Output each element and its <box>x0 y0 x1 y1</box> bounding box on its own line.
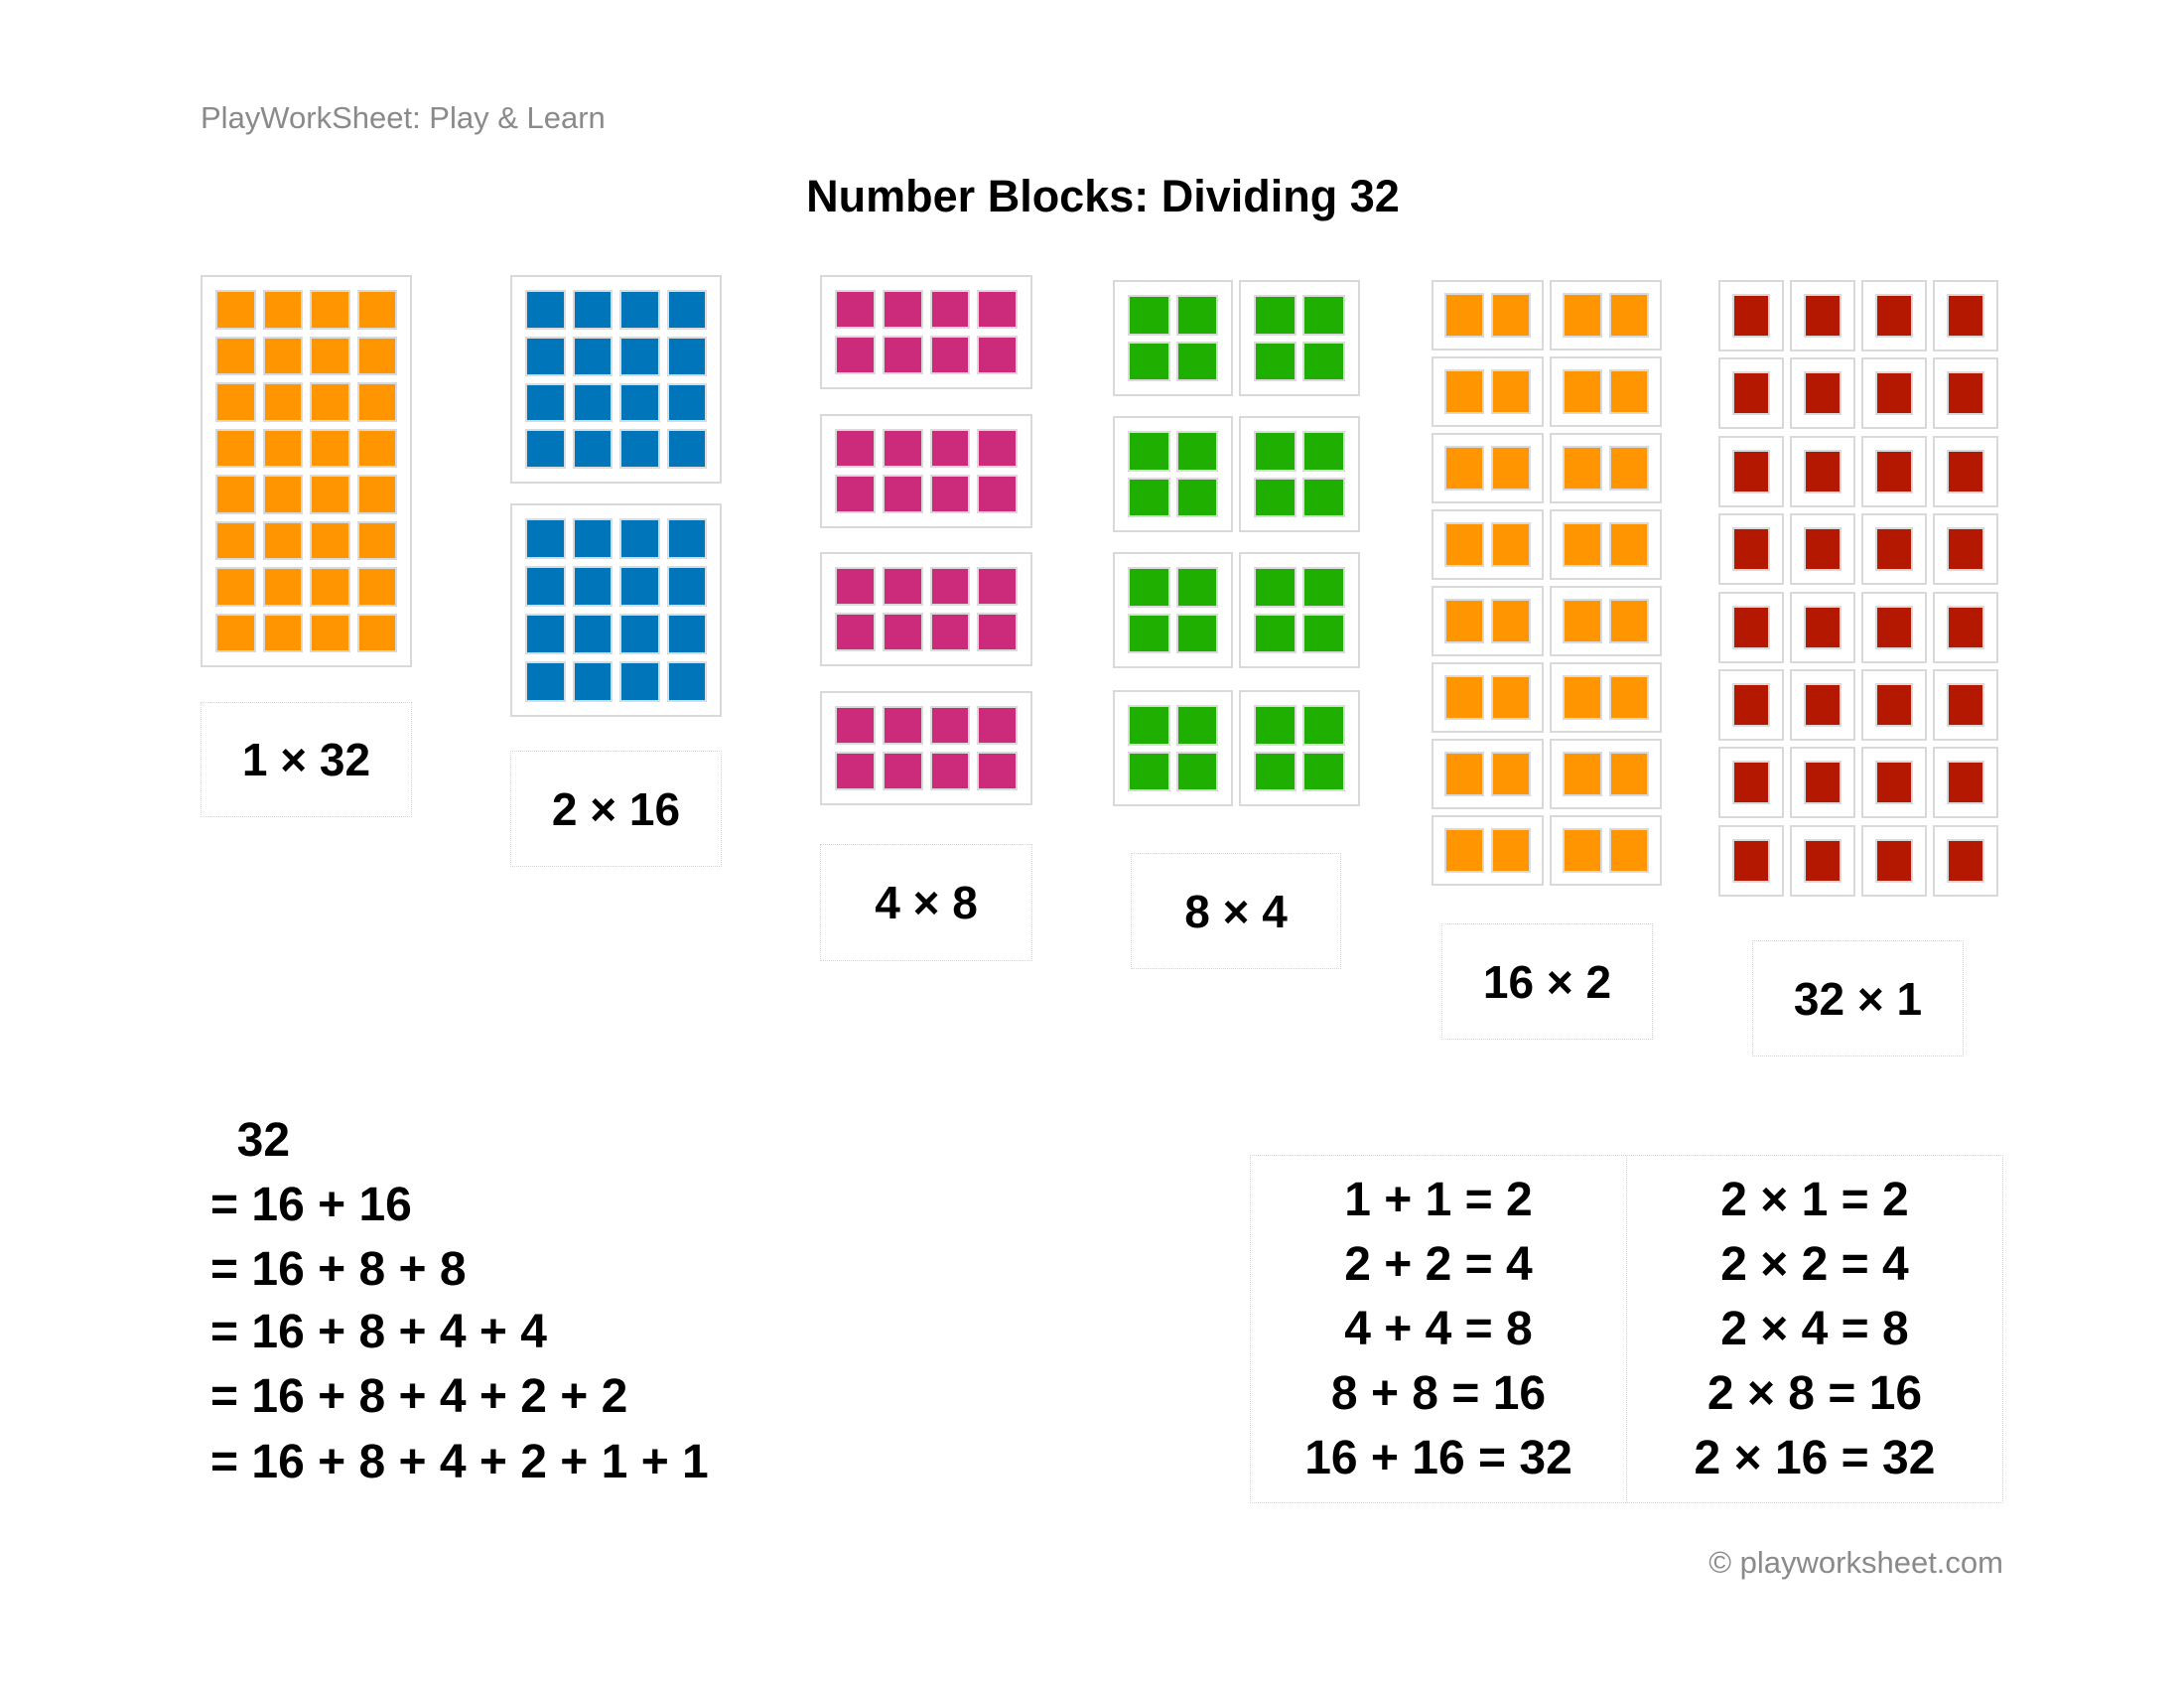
unit-block <box>573 290 614 330</box>
group-card-16x2 <box>1432 356 1544 427</box>
multiplication-fact: 2 × 16 = 32 <box>1694 1432 1936 1484</box>
unit-block <box>1302 295 1345 336</box>
group-card-32x1 <box>1790 436 1855 507</box>
unit-block <box>263 614 304 653</box>
label-1x32: 1 × 32 <box>201 702 412 817</box>
unit-block <box>1875 527 1913 571</box>
unit-block <box>215 475 256 514</box>
unit-block <box>357 382 398 422</box>
unit-block <box>1563 293 1602 338</box>
decomposition-line: 32 <box>210 1114 291 1167</box>
unit-block <box>1609 599 1649 643</box>
unit-block <box>1128 567 1170 608</box>
unit-block <box>1947 606 1984 649</box>
group-card-32x1 <box>1933 513 1998 585</box>
unit-block <box>215 382 256 422</box>
unit-block <box>525 290 566 330</box>
unit-block <box>667 614 708 654</box>
group-card-32x1 <box>1861 592 1927 663</box>
unit-block <box>1176 752 1219 792</box>
unit-block <box>1947 527 1984 571</box>
unit-block <box>1128 342 1170 382</box>
group-card-16x2 <box>1550 739 1662 809</box>
unit-block <box>1254 705 1297 746</box>
group-card-32x1 <box>1861 747 1927 818</box>
unit-block <box>835 290 876 329</box>
unit-block <box>977 752 1018 790</box>
unit-block <box>1254 752 1297 792</box>
group-card-16x2 <box>1432 509 1544 580</box>
unit-block <box>525 566 566 607</box>
unit-block <box>1947 294 1984 338</box>
unit-block <box>573 614 614 654</box>
unit-block <box>1875 606 1913 649</box>
unit-block <box>1875 839 1913 883</box>
unit-block <box>1128 431 1170 472</box>
unit-block <box>1609 522 1649 567</box>
unit-block <box>263 567 304 607</box>
addition-fact: 8 + 8 = 16 <box>1330 1367 1547 1420</box>
group-card-32x1 <box>1861 436 1927 507</box>
unit-block <box>977 706 1018 745</box>
group-card-32x1 <box>1790 592 1855 663</box>
unit-block <box>1804 294 1842 338</box>
group-card-16x2 <box>1550 662 1662 733</box>
unit-block <box>1875 683 1913 727</box>
unit-block <box>667 429 708 469</box>
unit-block <box>263 475 304 514</box>
unit-block <box>977 475 1018 513</box>
unit-block <box>1128 752 1170 792</box>
unit-block <box>667 566 708 607</box>
unit-block <box>1804 527 1842 571</box>
unit-block <box>1947 450 1984 493</box>
group-card-16x2 <box>1550 509 1662 580</box>
unit-block <box>667 290 708 330</box>
unit-block <box>1128 614 1170 654</box>
unit-block <box>1609 369 1649 414</box>
unit-block <box>1254 342 1297 382</box>
decomposition-line: = 16 + 16 <box>210 1179 412 1231</box>
unit-block <box>667 518 708 559</box>
unit-block <box>357 290 398 330</box>
unit-block <box>357 521 398 561</box>
unit-block <box>619 614 660 654</box>
label-8x4: 8 × 4 <box>1131 853 1341 969</box>
unit-block <box>1804 839 1842 883</box>
unit-block <box>1491 446 1531 491</box>
unit-block <box>1563 675 1602 720</box>
group-card-16x2 <box>1550 433 1662 503</box>
group-card-32x1 <box>1718 592 1784 663</box>
unit-block <box>357 567 398 607</box>
addition-fact: 2 + 2 = 4 <box>1344 1238 1533 1291</box>
unit-block <box>1444 752 1484 796</box>
unit-block <box>573 337 614 376</box>
unit-block <box>263 290 304 330</box>
unit-block <box>1302 342 1345 382</box>
multiplication-fact: 2 × 4 = 8 <box>1720 1303 1909 1355</box>
group-card-2x16 <box>510 275 722 484</box>
unit-block <box>835 336 876 374</box>
unit-block <box>1176 614 1219 654</box>
unit-block <box>883 429 923 468</box>
group-card-32x1 <box>1790 513 1855 585</box>
unit-block <box>619 383 660 423</box>
group-card-32x1 <box>1933 280 1998 352</box>
unit-block <box>573 566 614 607</box>
group-card-16x2 <box>1432 433 1544 503</box>
group-card-8x4 <box>1239 416 1360 532</box>
unit-block <box>1609 752 1649 796</box>
unit-block <box>1302 705 1345 746</box>
group-card-2x16 <box>510 503 722 717</box>
decomposition-line: = 16 + 8 + 4 + 2 + 1 + 1 <box>210 1436 709 1488</box>
group-card-32x1 <box>1790 669 1855 741</box>
group-card-16x2 <box>1550 586 1662 656</box>
unit-block <box>930 567 971 606</box>
group-card-4x8 <box>820 414 1032 528</box>
unit-block <box>619 290 660 330</box>
unit-block <box>1875 294 1913 338</box>
unit-block <box>835 475 876 513</box>
label-32x1: 32 × 1 <box>1752 940 1964 1056</box>
unit-block <box>1563 522 1602 567</box>
unit-block <box>1563 369 1602 414</box>
unit-block <box>1804 450 1842 493</box>
addition-fact: 16 + 16 = 32 <box>1304 1432 1572 1484</box>
unit-block <box>1732 761 1770 804</box>
unit-block <box>977 613 1018 651</box>
unit-block <box>1444 522 1484 567</box>
unit-block <box>1444 369 1484 414</box>
unit-block <box>1444 446 1484 491</box>
unit-block <box>883 752 923 790</box>
unit-block <box>1176 478 1219 518</box>
addition-fact: 4 + 4 = 8 <box>1344 1303 1533 1355</box>
unit-block <box>1176 295 1219 336</box>
decomposition-line: = 16 + 8 + 4 + 4 <box>210 1306 547 1358</box>
unit-block <box>1254 431 1297 472</box>
unit-block <box>1804 606 1842 649</box>
unit-block <box>263 521 304 561</box>
group-card-16x2 <box>1432 815 1544 886</box>
group-card-32x1 <box>1718 669 1784 741</box>
unit-block <box>310 521 350 561</box>
unit-block <box>883 567 923 606</box>
unit-block <box>1732 371 1770 415</box>
unit-block <box>619 337 660 376</box>
unit-block <box>1254 567 1297 608</box>
group-card-8x4 <box>1239 280 1360 396</box>
unit-block <box>1302 752 1345 792</box>
unit-block <box>1444 599 1484 643</box>
unit-block <box>215 429 256 469</box>
group-card-32x1 <box>1718 513 1784 585</box>
group-card-32x1 <box>1790 280 1855 352</box>
unit-block <box>525 518 566 559</box>
label-4x8: 4 × 8 <box>820 844 1032 961</box>
group-card-32x1 <box>1933 592 1998 663</box>
group-card-32x1 <box>1933 747 1998 818</box>
unit-block <box>1176 705 1219 746</box>
group-card-16x2 <box>1432 280 1544 351</box>
unit-block <box>667 661 708 702</box>
unit-block <box>310 567 350 607</box>
unit-block <box>1444 293 1484 338</box>
unit-block <box>1563 752 1602 796</box>
unit-block <box>1875 761 1913 804</box>
group-card-1x32 <box>201 275 412 667</box>
group-card-16x2 <box>1550 280 1662 351</box>
unit-block <box>1302 567 1345 608</box>
unit-block <box>1176 342 1219 382</box>
unit-block <box>667 337 708 376</box>
page-title: Number Blocks: Dividing 32 <box>806 171 1400 221</box>
unit-block <box>1491 369 1531 414</box>
unit-block <box>1732 683 1770 727</box>
unit-block <box>1176 567 1219 608</box>
unit-block <box>310 429 350 469</box>
unit-block <box>1609 828 1649 873</box>
unit-block <box>1563 446 1602 491</box>
unit-block <box>930 290 971 329</box>
group-card-32x1 <box>1861 669 1927 741</box>
group-card-8x4 <box>1113 416 1233 532</box>
multiplication-column <box>1626 1156 2002 1502</box>
unit-block <box>1491 675 1531 720</box>
unit-block <box>215 337 256 376</box>
unit-block <box>835 429 876 468</box>
unit-block <box>573 661 614 702</box>
unit-block <box>1176 431 1219 472</box>
unit-block <box>835 752 876 790</box>
group-card-16x2 <box>1432 586 1544 656</box>
unit-block <box>1947 683 1984 727</box>
group-card-8x4 <box>1239 552 1360 668</box>
group-card-4x8 <box>820 552 1032 666</box>
unit-block <box>310 382 350 422</box>
group-card-8x4 <box>1113 280 1233 396</box>
facts-table <box>1250 1155 2003 1503</box>
unit-block <box>1302 431 1345 472</box>
unit-block <box>883 290 923 329</box>
unit-block <box>1128 478 1170 518</box>
label-16x2: 16 × 2 <box>1441 923 1653 1040</box>
unit-block <box>1491 522 1531 567</box>
unit-block <box>1732 527 1770 571</box>
unit-block <box>930 475 971 513</box>
unit-block <box>1563 599 1602 643</box>
group-card-4x8 <box>820 691 1032 805</box>
group-card-32x1 <box>1718 357 1784 429</box>
unit-block <box>1804 371 1842 415</box>
group-card-32x1 <box>1718 280 1784 352</box>
unit-block <box>357 614 398 653</box>
group-card-32x1 <box>1861 825 1927 897</box>
unit-block <box>357 475 398 514</box>
unit-block <box>525 337 566 376</box>
unit-block <box>883 475 923 513</box>
unit-block <box>977 429 1018 468</box>
unit-block <box>1444 675 1484 720</box>
unit-block <box>883 336 923 374</box>
group-card-32x1 <box>1861 513 1927 585</box>
group-card-16x2 <box>1550 815 1662 886</box>
unit-block <box>619 518 660 559</box>
multiplication-fact: 2 × 1 = 2 <box>1720 1174 1909 1226</box>
unit-block <box>1947 761 1984 804</box>
unit-block <box>1254 478 1297 518</box>
unit-block <box>263 337 304 376</box>
group-card-32x1 <box>1861 280 1927 352</box>
copyright-footer: © playworksheet.com <box>1708 1545 2003 1580</box>
unit-block <box>835 706 876 745</box>
group-card-32x1 <box>1933 669 1998 741</box>
unit-block <box>883 706 923 745</box>
unit-block <box>1875 450 1913 493</box>
group-card-32x1 <box>1933 357 1998 429</box>
unit-block <box>930 429 971 468</box>
multiplication-fact: 2 × 2 = 4 <box>1720 1238 1909 1291</box>
label-2x16: 2 × 16 <box>510 751 722 867</box>
group-card-32x1 <box>1718 825 1784 897</box>
unit-block <box>1947 839 1984 883</box>
unit-block <box>1254 614 1297 654</box>
group-card-32x1 <box>1933 825 1998 897</box>
unit-block <box>1609 293 1649 338</box>
unit-block <box>1732 839 1770 883</box>
unit-block <box>215 567 256 607</box>
unit-block <box>573 429 614 469</box>
unit-block <box>573 383 614 423</box>
unit-block <box>310 614 350 653</box>
unit-block <box>263 382 304 422</box>
unit-block <box>1732 294 1770 338</box>
addition-column <box>1251 1156 1626 1502</box>
unit-block <box>1732 606 1770 649</box>
group-card-32x1 <box>1790 357 1855 429</box>
unit-block <box>883 613 923 651</box>
unit-block <box>1609 675 1649 720</box>
unit-block <box>930 752 971 790</box>
unit-block <box>1491 293 1531 338</box>
unit-block <box>667 383 708 423</box>
unit-block <box>310 290 350 330</box>
unit-block <box>525 661 566 702</box>
brand-text: PlayWorkSheet: Play & Learn <box>201 100 606 135</box>
unit-block <box>215 290 256 330</box>
unit-block <box>1254 295 1297 336</box>
unit-block <box>619 429 660 469</box>
group-card-8x4 <box>1113 552 1233 668</box>
decomposition-line: = 16 + 8 + 8 <box>210 1243 467 1296</box>
group-card-32x1 <box>1718 747 1784 818</box>
unit-block <box>1302 614 1345 654</box>
unit-block <box>1491 599 1531 643</box>
unit-block <box>310 337 350 376</box>
unit-block <box>930 336 971 374</box>
addition-fact: 1 + 1 = 2 <box>1344 1174 1533 1226</box>
unit-block <box>263 429 304 469</box>
unit-block <box>1302 478 1345 518</box>
group-card-8x4 <box>1113 690 1233 806</box>
unit-block <box>1128 705 1170 746</box>
unit-block <box>310 475 350 514</box>
unit-block <box>215 521 256 561</box>
group-card-8x4 <box>1239 690 1360 806</box>
unit-block <box>977 290 1018 329</box>
unit-block <box>1491 752 1531 796</box>
unit-block <box>835 567 876 606</box>
unit-block <box>619 566 660 607</box>
decomposition-line: = 16 + 8 + 4 + 2 + 2 <box>210 1370 628 1423</box>
unit-block <box>525 429 566 469</box>
unit-block <box>1804 761 1842 804</box>
unit-block <box>1128 295 1170 336</box>
unit-block <box>1491 828 1531 873</box>
unit-block <box>930 706 971 745</box>
group-card-16x2 <box>1550 356 1662 427</box>
group-card-32x1 <box>1790 825 1855 897</box>
unit-block <box>1947 371 1984 415</box>
unit-block <box>357 337 398 376</box>
unit-block <box>525 614 566 654</box>
unit-block <box>1563 828 1602 873</box>
group-card-32x1 <box>1790 747 1855 818</box>
unit-block <box>573 518 614 559</box>
multiplication-fact: 2 × 8 = 16 <box>1706 1367 1923 1420</box>
group-card-4x8 <box>820 275 1032 389</box>
unit-block <box>1804 683 1842 727</box>
unit-block <box>1732 450 1770 493</box>
unit-block <box>1444 828 1484 873</box>
group-card-16x2 <box>1432 662 1544 733</box>
group-card-32x1 <box>1861 357 1927 429</box>
unit-block <box>977 336 1018 374</box>
unit-block <box>357 429 398 469</box>
unit-block <box>930 613 971 651</box>
unit-block <box>1875 371 1913 415</box>
unit-block <box>619 661 660 702</box>
unit-block <box>215 614 256 653</box>
group-card-32x1 <box>1933 436 1998 507</box>
unit-block <box>835 613 876 651</box>
group-card-32x1 <box>1718 436 1784 507</box>
unit-block <box>1609 446 1649 491</box>
unit-block <box>977 567 1018 606</box>
group-card-16x2 <box>1432 739 1544 809</box>
unit-block <box>525 383 566 423</box>
